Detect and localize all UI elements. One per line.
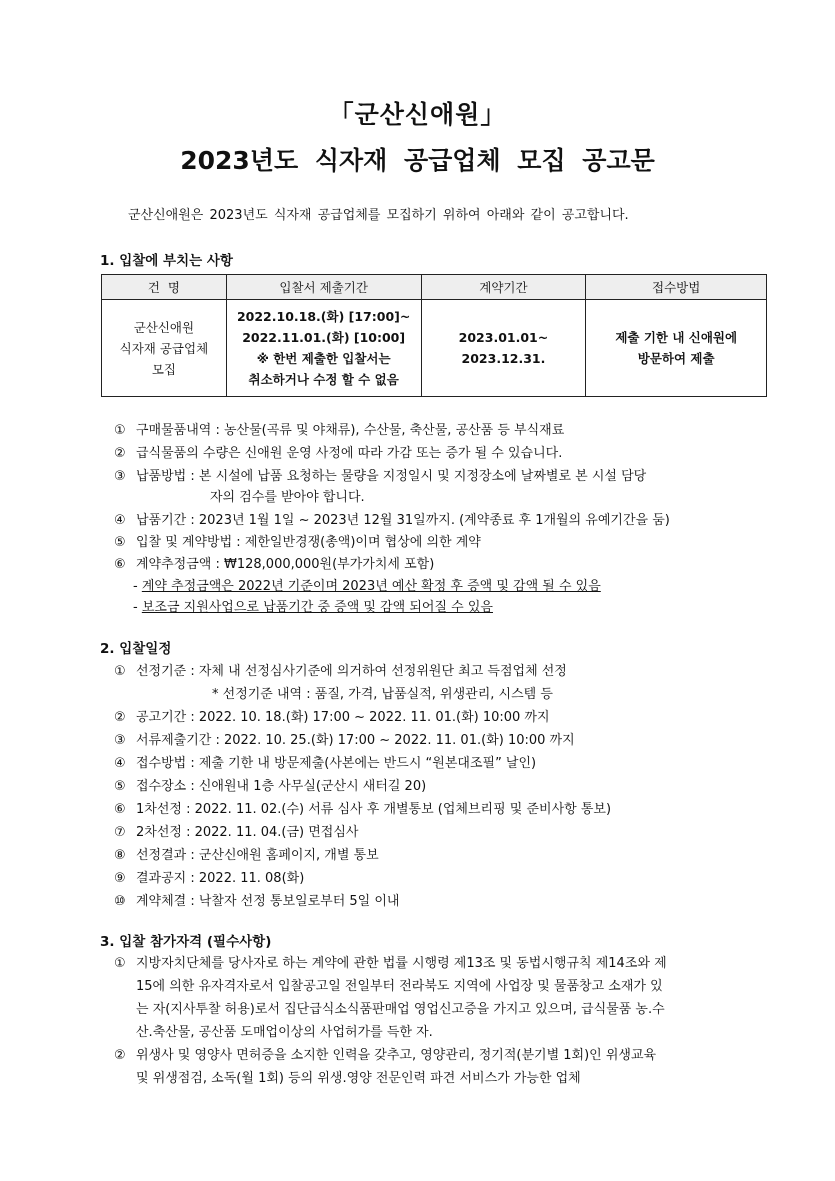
cell-period-line: 2022.11.01.(화) [10:00] (242, 330, 406, 345)
note-dash: - (133, 600, 142, 615)
item-text: 결과공지 : 2022. 11. 08(화) (136, 871, 305, 886)
cell-method-line: 제출 기한 내 신애원에 (615, 330, 738, 345)
cell-period (226, 300, 421, 397)
list-item (114, 706, 550, 725)
cell-period-line: 2022.10.18.(화) [17:00]~ (236, 309, 411, 324)
cell-method-line: 방문하여 제출 (637, 351, 715, 366)
item-number: ⑤ (114, 535, 126, 550)
item-number: ② (114, 446, 126, 461)
list-item (114, 509, 670, 528)
list-item (114, 952, 667, 971)
note-item (133, 575, 601, 594)
list-item (114, 821, 359, 840)
cell-name (102, 300, 227, 397)
item-text: 서류제출기간 : 2022. 10. 25.(화) 17:00 ~ 2022. 11. 01.(화) 10:00 까지 (136, 733, 575, 748)
list-item (114, 1044, 656, 1063)
item-text: 계약체결 : 낙찰자 선정 통보일로부터 5일 이내 (136, 894, 400, 909)
item-text: 계약추정금액 : ₩128,000,000원(부가가치세 포함) (136, 557, 435, 572)
item-text: 위생사 및 영양사 면허증을 소지한 인력을 갖추고, 영양관리, 정기적(분기별 1회)인 위생교육 (136, 1048, 657, 1063)
header-period: 입찰서 제출기간 (226, 275, 421, 300)
item-number: ⑤ (114, 779, 126, 794)
item-text: 접수방법 : 제출 기한 내 방문제출(사본에는 반드시 “원본대조필” 날인) (136, 756, 537, 771)
item-continuation: 및 위생점검, 소독(월 1회) 등의 위생.영양 전문인력 파견 서비스가 가능한 업체 (136, 1071, 581, 1086)
list-item (114, 531, 481, 550)
list-item (114, 798, 611, 817)
list-item (114, 890, 400, 909)
item-number: ② (114, 1048, 126, 1063)
list-item (114, 729, 575, 748)
item-text: 납품기간 : 2023년 1월 1일 ~ 2023년 12월 31일까지. (계약종료 후 1개월의 유예기간을 둠) (136, 513, 670, 528)
notice-title: 2023년도 식자재 공급업체 모집 공고문 (180, 146, 655, 175)
item-number: ⑦ (114, 825, 126, 840)
cell-period-line: 취소하거나 수정 할 수 없음 (248, 372, 399, 387)
item-text: 접수장소 : 신애원내 1층 사무실(군산시 새터길 20) (136, 779, 427, 794)
bid-table-header (102, 275, 767, 300)
cell-contract-line: 2023.12.31. (461, 351, 546, 366)
item-continuation: 산.축산물, 공산품 도매업이상의 사업허가를 득한 자. (136, 1025, 433, 1040)
bid-table (101, 274, 767, 397)
note-item (133, 596, 493, 615)
list-item (114, 867, 304, 886)
section3-heading: 3. 입찰 참가자격 (필수사항) (100, 934, 272, 950)
note-dash: - (133, 579, 142, 594)
header-method: 접수방법 (586, 275, 767, 300)
list-item (114, 844, 379, 863)
item-number: ③ (114, 469, 126, 484)
item-continuation: 15에 의한 유자격자로서 입찰공고일 전일부터 전라북도 지역에 사업장 및 물품창고 소재가 있 (136, 979, 663, 994)
item-number: ⑨ (114, 871, 126, 886)
item-text: 1차선정 : 2022. 11. 02.(수) 서류 심사 후 개별통보 (업체브리핑 및 준비사항 통보) (136, 802, 612, 817)
list-item (114, 553, 434, 572)
item-number: ④ (114, 513, 126, 528)
item-text: 선정결과 : 군산신애원 홈페이지, 개별 통보 (136, 848, 379, 863)
item-number: ② (114, 710, 126, 725)
section1-heading: 1. 입찰에 부치는 사항 (100, 253, 233, 269)
list-item (114, 752, 536, 771)
header-contract: 계약기간 (421, 275, 586, 300)
item-text: 납품방법 : 본 시설에 납품 요청하는 물량을 지정일시 및 지정장소에 날짜별로 본 시설 담당 (136, 469, 647, 484)
item-text: 입찰 및 계약방법 : 제한일반경쟁(총액)이며 협상에 의한 계약 (136, 535, 481, 550)
item-number: ① (114, 664, 126, 679)
cell-method (586, 300, 767, 397)
cell-contract (421, 300, 586, 397)
item-number: ⑥ (114, 557, 126, 572)
item-number: ③ (114, 733, 126, 748)
item-number: ⑥ (114, 802, 126, 817)
item-text: 구매물품내역 : 농산물(곡류 및 야채류), 수산물, 축산물, 공산품 등 부식재료 (136, 423, 565, 438)
header-name: 건 명 (102, 275, 227, 300)
section2-heading: 2. 입찰일정 (100, 641, 172, 657)
list-item (114, 442, 562, 461)
cell-name-line: 군산신애원 (133, 319, 195, 335)
list-item (114, 660, 567, 679)
item-continuation: 자의 검수를 받아야 합니다. (210, 490, 365, 505)
cell-period-line: ※ 한번 제출한 입찰서는 (256, 351, 391, 366)
list-item (114, 419, 564, 438)
org-title: 「군산신애원」 (328, 100, 507, 129)
item-text: 공고기간 : 2022. 10. 18.(화) 17:00 ~ 2022. 11. 01.(화) 10:00 까지 (136, 710, 550, 725)
item-text: 지방자치단체를 당사자로 하는 계약에 관한 법률 시행령 제13조 및 동법시행규칙 제14조와 제 (136, 956, 667, 971)
item-text: 급식물품의 수량은 신애원 운영 사정에 따라 가감 또는 증가 될 수 있습니다. (136, 446, 563, 461)
item-number: ① (114, 423, 126, 438)
cell-name-line: 식자재 공급업체 (119, 340, 209, 356)
item-number: ⑩ (114, 894, 126, 909)
cell-contract-line: 2023.01.01~ (458, 330, 549, 345)
item-continuation: 는 자(지사투찰 허용)로서 집단급식소식품판매업 영업신고증을 가지고 있으며, 급식물품 농.수 (136, 1002, 665, 1017)
list-item (114, 775, 426, 794)
list-item (114, 465, 646, 484)
cell-name-line: 모집 (151, 361, 176, 377)
intro-text: 군산신애원은 2023년도 식자재 공급업체를 모집하기 위하여 아래와 같이 공고합니다. (128, 208, 629, 223)
bid-table-row (102, 300, 767, 397)
item-sub: * 선정기준 내역 : 품질, 가격, 납품실적, 위생관리, 시스템 등 (212, 687, 553, 702)
item-number: ④ (114, 756, 126, 771)
item-text: 2차선정 : 2022. 11. 04.(금) 면접심사 (136, 825, 359, 840)
note-text: 계약 추정금액은 2022년 기준이며 2023년 예산 확정 후 증액 및 감액 될 수 있음 (141, 579, 601, 594)
item-number: ① (114, 956, 126, 971)
item-text: 선정기준 : 자체 내 선정심사기준에 의거하여 선정위원단 최고 득점업체 선정 (136, 664, 567, 679)
note-text: 보조금 지원사업으로 납품기간 중 증액 및 감액 되어질 수 있음 (141, 600, 493, 615)
item-number: ⑧ (114, 848, 126, 863)
